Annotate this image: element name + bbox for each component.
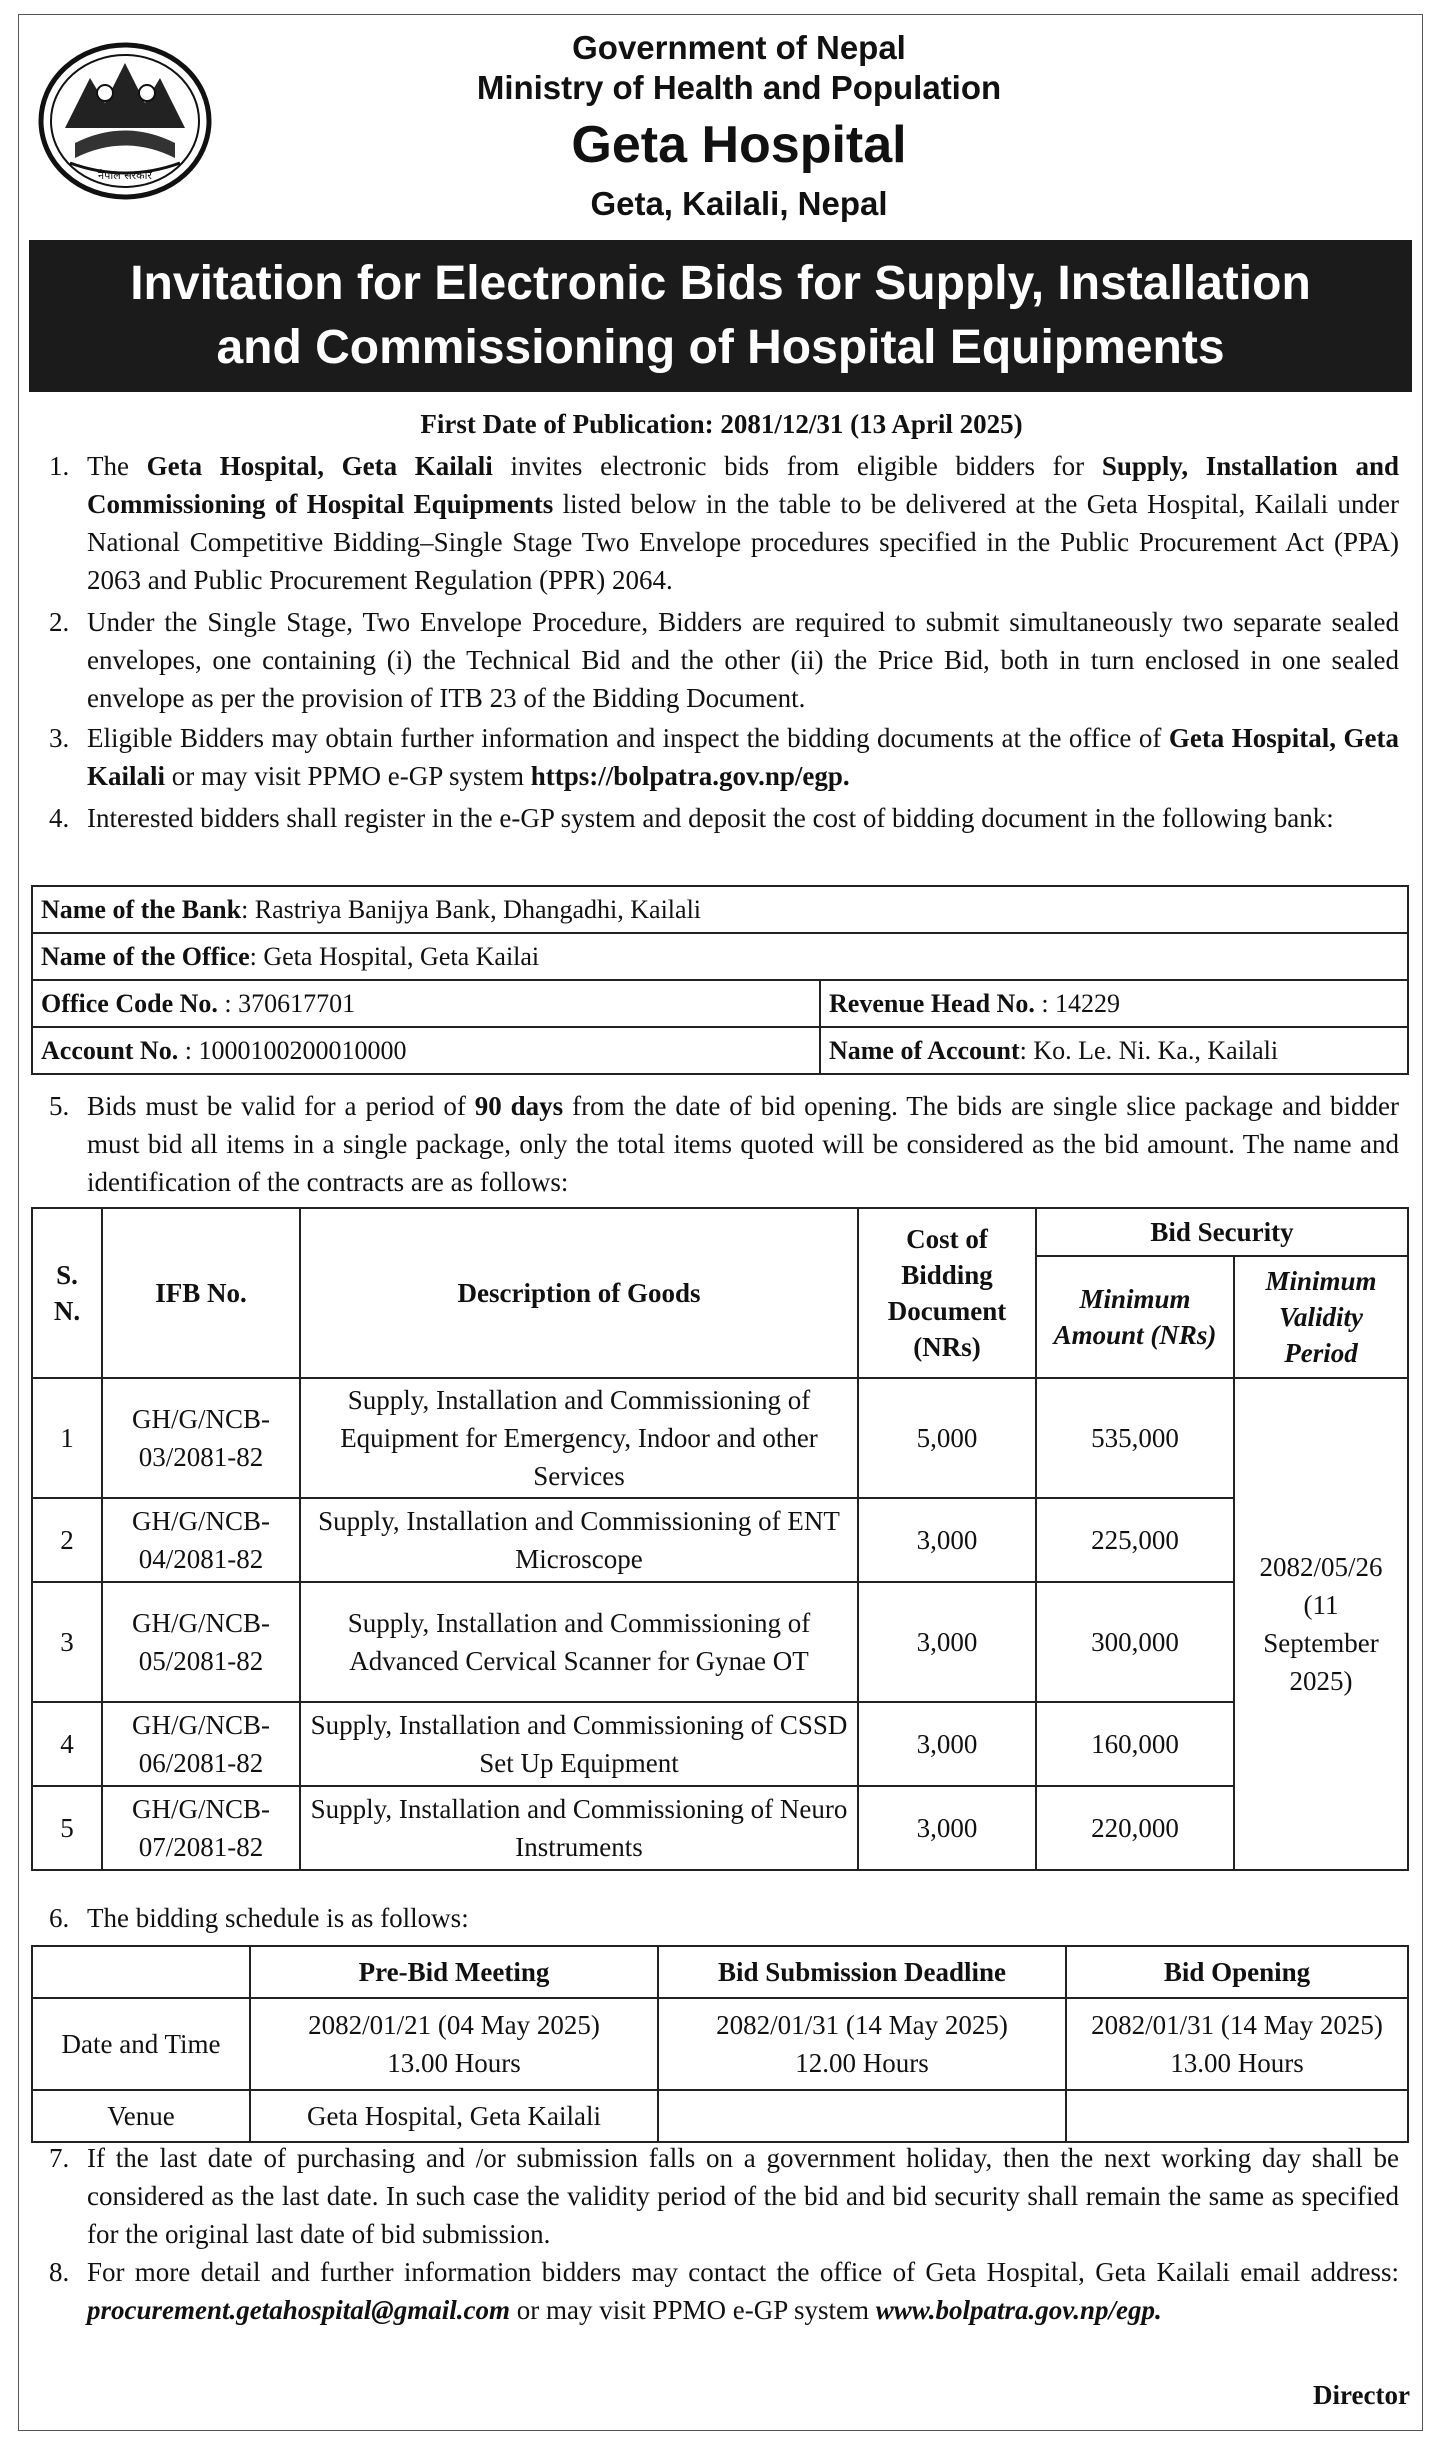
cost-cell: 3,000: [858, 1702, 1036, 1786]
description-cell: Supply, Installation and Commissioning of Equipment for Emergency, Indoor and other Services: [300, 1378, 858, 1498]
submission-header: Bid Submission Deadline: [658, 1946, 1066, 1998]
cost-cell: 3,000: [858, 1498, 1036, 1582]
bank-details-table: [31, 885, 1409, 1075]
egp-url-link[interactable]: www.bolpatra.gov.np/egp.: [875, 2295, 1162, 2325]
signature-director: Director: [1313, 2380, 1410, 2410]
paragraph-3: 3. Eligible Bidders may obtain further information and inspect the bidding documents at the office of Geta Hospital, Geta Kailali or may visit PPMO e-GP system https://bolpatra.gov.np/egp.: [49, 719, 1399, 795]
sn-cell: 5: [32, 1786, 102, 1870]
paragraph-7: 7. If the last date of purchasing and /or submission falls on a government holiday, then the next working day shall be considered as the last date. In such case the validity period of the bid and bid security shall remain the same as specified for the original last date of bid submission.: [49, 2139, 1399, 2253]
svg-text:नेपाल सरकार: नेपाल सरकार: [98, 169, 152, 182]
amount-cell: 160,000: [1036, 1702, 1234, 1786]
sn-header: S. N.: [32, 1208, 102, 1378]
paragraph-number: 6.: [49, 1903, 70, 1933]
sn-cell: 2: [32, 1498, 102, 1582]
table-row: [32, 933, 1408, 980]
government-line: Government of Nepal: [572, 29, 906, 66]
publication-date: First Date of Publication: 2081/12/31 (13 April 2025): [420, 409, 1023, 439]
hospital-name: Geta Hospital: [571, 116, 907, 174]
venue-empty-cell: [1066, 2090, 1408, 2142]
submission-cell: 2082/01/31 (14 May 2025) 12.00 Hours: [658, 1998, 1066, 2090]
office-name-cell: Name of the Office: Geta Hospital, Geta Kailai: [32, 933, 1408, 980]
bidding-schedule-table: [31, 1945, 1409, 2143]
ifb-cell: GH/G/NCB-07/2081-82: [102, 1786, 300, 1870]
opening-cell: 2082/01/31 (14 May 2025) 13.00 Hours: [1066, 1998, 1408, 2090]
paragraph-1: 1. The Geta Hospital, Geta Kailali invites electronic bids from eligible bidders for Supply, Installation and Commissioning of Hospital Equipments listed below in the table to be delivered at the Geta Hospital, Kailali under National Competitive Bidding–Single Stage Two Envelope procedures specified in the Public Procurement Act (PPA) 2063 and Public Procurement Regulation (PPR) 2064.: [49, 447, 1399, 599]
goods-table: [31, 1207, 1409, 1871]
bank-name-cell: Name of the Bank: Rastriya Banijya Bank, Dhangadhi, Kailali: [32, 886, 1408, 933]
table-header-row: [32, 1946, 1408, 1998]
revenue-head-cell: Revenue Head No. : 14229: [820, 980, 1408, 1027]
paragraph-number: 2.: [49, 607, 70, 637]
paragraph-number: 1.: [49, 451, 70, 481]
sn-cell: 3: [32, 1582, 102, 1702]
opening-header: Bid Opening: [1066, 1946, 1408, 1998]
table-row: [32, 1582, 1408, 1702]
venue-cell: Geta Hospital, Geta Kailali: [250, 2090, 658, 2142]
amount-cell: 300,000: [1036, 1582, 1234, 1702]
table-row: [32, 1786, 1408, 1870]
title-line-2: and Commissioning of Hospital Equipments: [216, 321, 1225, 374]
table-header-row: [32, 1208, 1408, 1256]
table-row: [32, 1702, 1408, 1786]
account-name-cell: Name of Account: Ko. Le. Ni. Ka., Kailali: [820, 1027, 1408, 1074]
table-row: [32, 1998, 1408, 2090]
cost-cell: 3,000: [858, 1582, 1036, 1702]
cost-cell: 5,000: [858, 1378, 1036, 1498]
prebid-header: Pre-Bid Meeting: [250, 1946, 658, 1998]
description-cell: Supply, Installation and Commissioning of Neuro Instruments: [300, 1786, 858, 1870]
cost-header: Cost of Bidding Document (NRs): [858, 1208, 1036, 1378]
paragraph-number: 3.: [49, 723, 70, 753]
paragraph-2: 2. Under the Single Stage, Two Envelope Procedure, Bidders are required to submit simultaneously two separate sealed envelopes, one containing (i) the Technical Bid and the other (ii) the Price Bid, both in turn enclosed in one sealed envelope as per the provision of ITB 23 of the Bidding Document.: [49, 603, 1399, 717]
paragraph-6: 6. The bidding schedule is as follows:: [49, 1899, 1399, 1937]
paragraph-4: 4. Interested bidders shall register in the e-GP system and deposit the cost of bidding document in the following bank:: [49, 799, 1399, 837]
ifb-cell: GH/G/NCB-04/2081-82: [102, 1498, 300, 1582]
amount-cell: 220,000: [1036, 1786, 1234, 1870]
account-no-cell: Account No. : 1000100200010000: [32, 1027, 820, 1074]
sn-cell: 4: [32, 1702, 102, 1786]
amount-cell: 535,000: [1036, 1378, 1234, 1498]
nepal-emblem-logo: [35, 33, 215, 203]
bid-security-header: Bid Security: [1036, 1208, 1408, 1256]
description-cell: Supply, Installation and Commissioning of CSSD Set Up Equipment: [300, 1702, 858, 1786]
blank-header: [32, 1946, 250, 1998]
notice-title-banner: [29, 240, 1412, 392]
ifb-header: IFB No.: [102, 1208, 300, 1378]
sn-cell: 1: [32, 1378, 102, 1498]
validity-header: Minimum Validity Period: [1234, 1256, 1408, 1378]
title-line-1: Invitation for Electronic Bids for Supply, Installation: [130, 257, 1311, 310]
ifb-cell: GH/G/NCB-06/2081-82: [102, 1702, 300, 1786]
venue-label: Venue: [32, 2090, 250, 2142]
validity-cell: 2082/05/26 (11 September 2025): [1234, 1378, 1408, 1870]
ifb-cell: GH/G/NCB-03/2081-82: [102, 1378, 300, 1498]
table-row: [32, 980, 1408, 1027]
paragraph-number: 4.: [49, 803, 70, 833]
table-row: [32, 1498, 1408, 1582]
amount-cell: 225,000: [1036, 1498, 1234, 1582]
paragraph-number: 7.: [49, 2143, 70, 2173]
venue-empty-cell: [658, 2090, 1066, 2142]
description-cell: Supply, Installation and Commissioning of ENT Microscope: [300, 1498, 858, 1582]
email-link[interactable]: procurement.getahospital@gmail.com: [87, 2295, 510, 2325]
description-header: Description of Goods: [300, 1208, 858, 1378]
ministry-line: Ministry of Health and Population: [476, 69, 1002, 106]
hospital-location: Geta, Kailali, Nepal: [590, 185, 888, 222]
min-amount-header: Minimum Amount (NRs): [1036, 1256, 1234, 1378]
prebid-cell: 2082/01/21 (04 May 2025) 13.00 Hours: [250, 1998, 658, 2090]
paragraph-8: 8. For more detail and further information bidders may contact the office of Geta Hospital, Geta Kailali email address: procurement.getahospital@gmail.com or may visit PPMO e-GP system www.bolpatra.gov.np/egp.: [49, 2253, 1399, 2329]
table-row: [32, 1027, 1408, 1074]
paragraph-number: 5.: [49, 1091, 70, 1121]
table-row: [32, 1378, 1408, 1498]
ifb-cell: GH/G/NCB-05/2081-82: [102, 1582, 300, 1702]
office-code-cell: Office Code No. : 370617701: [32, 980, 820, 1027]
datetime-label: Date and Time: [32, 1998, 250, 2090]
description-cell: Supply, Installation and Commissioning of Advanced Cervical Scanner for Gynae OT: [300, 1582, 858, 1702]
cost-cell: 3,000: [858, 1786, 1036, 1870]
notice-page: [18, 14, 1423, 2431]
table-row: [32, 2090, 1408, 2142]
paragraph-5: 5. Bids must be valid for a period of 90 days from the date of bid opening. The bids are single slice package and bidder must bid all items in a single package, only the total items quoted will be considered as the bid amount. The name and identification of the contracts are as follows:: [49, 1087, 1399, 1201]
paragraph-number: 8.: [49, 2257, 70, 2287]
table-row: [32, 886, 1408, 933]
egp-link[interactable]: https://bolpatra.gov.np/egp.: [530, 761, 850, 791]
